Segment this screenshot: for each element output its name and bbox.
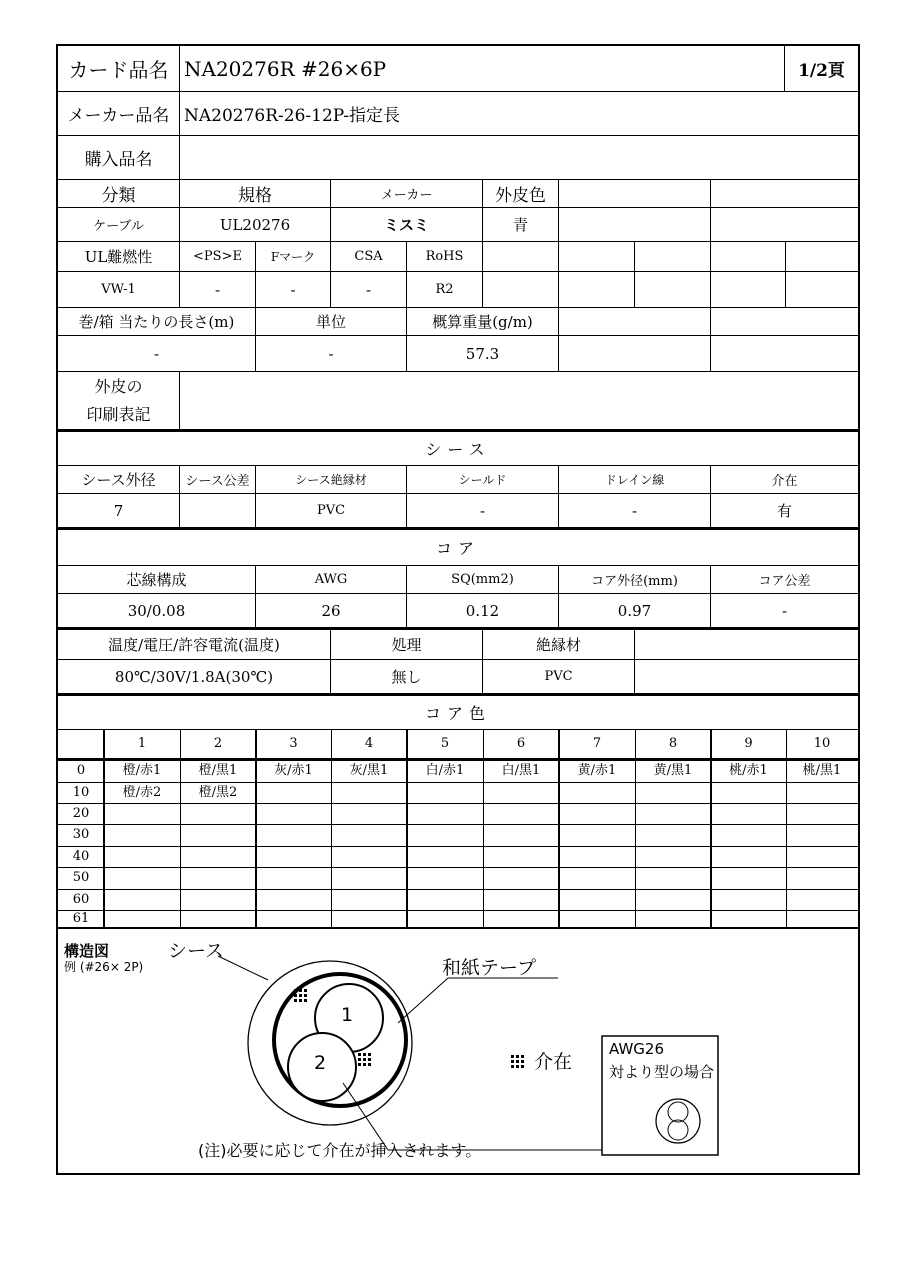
color-cell [407,910,483,927]
length-header-weight: 概算重量(g/m) [407,308,559,335]
color-row-label-50: 50 [72,870,90,885]
color-grid-column-rule [180,730,181,927]
core-header-tolerance: コア公差 [758,574,811,589]
diagram-note: (注)必要に応じて介在が挿入されます。 [198,1141,482,1160]
spec-value-row [58,208,858,242]
color-cell [331,867,407,889]
temp-value-treatment: 無し [331,660,483,693]
color-column-header-1: 1 [137,736,147,751]
spec-header-blank-2 [711,180,858,207]
color-cell [711,824,786,846]
maker-row [58,92,858,136]
sheath-title: シース [425,440,491,459]
color-cell [483,803,559,824]
page-number: 1/2頁 [798,61,845,81]
spec-header-maker: メーカー [331,180,483,207]
length-header-blank-1 [559,308,711,335]
color-column-header-2: 2 [213,736,223,751]
temp-value-blank [635,660,858,693]
spec-value-blank-1 [559,208,711,241]
sheath-value-od: 7 [58,494,180,527]
ul-header-blank-3 [635,242,711,271]
color-cell [483,867,559,889]
color-cell [711,782,786,803]
color-cell [407,889,483,910]
spec-value-maker: ミスミ [331,208,483,241]
temp-header-row [58,630,858,660]
sheath-header-od: シース外径 [58,466,180,493]
ul-header-rohs: RoHS [407,242,483,271]
ul-value-blank-5 [786,272,858,307]
core-value-row [58,594,858,630]
color-cell [635,889,711,910]
color-cell [104,803,180,824]
core-header-strand: 芯線構成 [58,566,256,593]
filler-label: 介在 [534,1051,573,1073]
card-label: カード品名 [58,46,180,91]
box-line-1: AWG26 [609,1040,664,1058]
color-cell [635,824,711,846]
core-color-grid [58,730,858,926]
box-line-2: 対より型の場合 [609,1063,715,1081]
temp-header-rating: 温度/電圧/許容電流(温度) [58,630,331,659]
color-cell: 黄/赤1 [577,763,617,778]
purchase-value [180,136,858,179]
ul-value-csa: - [331,272,407,307]
color-grid-column-rule [406,730,408,927]
color-column-header-9: 9 [744,736,753,751]
ul-header-csa: CSA [331,242,407,271]
core-color-title-row [58,696,858,730]
color-grid-column-rule [483,730,484,927]
print-value [180,372,858,429]
sheath-value-tolerance [180,494,256,527]
ul-value-rohs: R2 [407,272,483,307]
structure-diagram [58,928,858,1173]
ul-header-flame: UL難燃性 [58,242,180,271]
color-cell [786,803,858,824]
color-cell: 灰/黒1 [349,763,389,778]
color-cell [559,803,635,824]
ul-header-blank-2 [559,242,635,271]
color-cell [407,824,483,846]
core-value-od: 0.97 [559,594,711,627]
ul-header-blank-5 [786,242,858,271]
length-value-weight: 57.3 [407,336,559,371]
temp-value-rating: 80℃/30V/1.8A(30℃) [58,660,331,693]
sheath-value-insulation: PVC [256,494,407,527]
color-cell [635,782,711,803]
print-row [58,372,858,432]
color-cell [786,824,858,846]
temp-header-blank [635,630,858,659]
ul-value-blank-4 [711,272,786,307]
filler-dots-1 [294,989,307,1002]
temp-value-row [58,660,858,696]
color-cell [635,910,711,927]
core-value-awg: 26 [256,594,407,627]
color-cell [256,867,331,889]
cable-cross-section [58,928,858,1173]
sheath-header-drain: ドレイン線 [559,466,711,493]
ul-value-blank-3 [635,272,711,307]
color-column-header-7: 7 [592,736,602,751]
color-cell [483,910,559,927]
color-cell [331,910,407,927]
color-cell [407,867,483,889]
sheath-header-filler: 介在 [771,474,798,489]
length-value-blank-2 [711,336,858,371]
color-grid-column-rule [635,730,636,927]
color-row-label-60: 60 [72,892,90,907]
spec-header-category: 分類 [58,180,180,207]
ul-header-blank-1 [483,242,559,271]
color-cell [180,910,256,927]
color-cell [559,824,635,846]
sheath-header-shield: シールド [407,466,559,493]
temp-value-insulation: PVC [483,660,635,693]
sheath-value-shield: - [407,494,559,527]
sheath-value-drain: - [559,494,711,527]
ul-header-row [58,242,858,272]
color-cell [786,889,858,910]
sheath-header-insulation: シース絶縁材 [256,466,407,493]
color-column-header-5: 5 [440,736,450,751]
color-cell: 橙/黒1 [198,763,238,778]
length-value-unit: - [256,336,407,371]
color-cell [104,846,180,867]
color-column-header-10: 10 [813,736,831,751]
color-cell [331,889,407,910]
sheath-header-row [58,466,858,494]
core-2-label: 2 [314,1052,327,1074]
color-cell: 灰/赤1 [274,763,313,778]
color-cell [331,803,407,824]
color-row-label-30: 30 [72,827,90,842]
core-value-sq: 0.12 [407,594,559,627]
color-cell [711,846,786,867]
color-grid-column-rule [331,730,332,927]
color-cell [256,889,331,910]
color-cell [180,889,256,910]
spec-value-standard: UL20276 [180,208,331,241]
color-row-label-0: 0 [76,763,86,778]
sheath-header-tolerance: シース公差 [180,466,256,493]
color-row-label-20: 20 [72,806,90,821]
core-header-row [58,566,858,594]
card-value: NA20276R #26×6P [180,46,785,91]
color-cell [180,803,256,824]
spec-value-color: 青 [483,208,559,241]
spec-header-row [58,180,858,208]
length-header-blank-2 [711,308,858,335]
color-cell [104,867,180,889]
core-header-awg: AWG [256,566,407,593]
length-value-row [58,336,858,372]
ul-value-fmark: - [256,272,331,307]
diagram-title: 構造図 [64,942,110,960]
color-grid-column-rule [558,730,560,927]
core-1-label: 1 [341,1004,354,1026]
color-cell [331,824,407,846]
color-cell [483,782,559,803]
color-cell [256,824,331,846]
maker-value: NA20276R-26-12P-指定長 [184,106,401,126]
print-label-line-1: 外皮の [94,376,143,396]
filler-dots-2 [358,1053,371,1066]
ul-value-row [58,272,858,308]
sheath-value-filler: 有 [776,502,792,520]
color-cell [180,846,256,867]
diagram-example: 例 (#26× 2P) [64,960,144,974]
color-row-label-40: 40 [72,849,90,864]
core-color-title: コア色 [424,704,491,723]
color-cell: 白/赤1 [425,763,465,778]
color-cell [559,846,635,867]
core-header-sq: SQ(mm2) [407,566,559,593]
ul-value-blank-2 [559,272,635,307]
color-column-header-3: 3 [289,736,298,751]
purchase-label: 購入品名 [58,136,180,179]
color-column-header-4: 4 [364,736,374,751]
maker-label: メーカー品名 [58,92,180,135]
length-header-unit: 単位 [256,308,407,335]
core-header-od: コア外径(mm) [559,566,711,593]
color-cell [407,803,483,824]
spec-value-category: ケーブル [58,208,180,241]
spec-header-color: 外皮色 [483,180,559,207]
temp-header-treatment: 処理 [331,630,483,659]
ul-header-blank-4 [711,242,786,271]
color-cell [711,910,786,927]
core-title-row [58,530,858,566]
color-cell: 白/黒1 [501,763,541,778]
sheath-title-row [58,432,858,466]
length-header-row [58,308,858,336]
color-grid-label-rule [103,730,105,927]
color-cell: 黄/黒1 [653,763,693,778]
color-cell [786,846,858,867]
color-column-header-8: 8 [668,736,678,751]
color-cell [331,782,407,803]
color-cell: 橙/黒2 [198,785,238,800]
filler-legend-icon [511,1055,524,1068]
color-cell [104,910,180,927]
color-cell [256,782,331,803]
color-grid-column-rule [710,730,712,927]
color-row-label-10: 10 [72,785,90,800]
color-cell [104,824,180,846]
color-cell [104,889,180,910]
purchase-row [58,136,858,180]
color-cell [483,889,559,910]
length-value-blank-1 [559,336,711,371]
print-label-line-2: 印刷表記 [86,404,151,424]
color-cell [711,867,786,889]
color-cell [635,867,711,889]
length-value-length: - [58,336,256,371]
color-cell [786,867,858,889]
color-cell [256,846,331,867]
core-title: コア [435,539,480,558]
color-cell [559,889,635,910]
color-cell [407,782,483,803]
color-cell [256,803,331,824]
color-cell [786,782,858,803]
color-cell [711,803,786,824]
color-cell: 橙/赤1 [122,763,162,778]
color-cell [180,824,256,846]
spec-header-standard: 規格 [180,180,331,207]
color-cell [559,782,635,803]
ul-value-flame: VW-1 [58,272,180,307]
color-row-label-61: 61 [72,911,90,926]
color-grid-column-rule [255,730,257,927]
tape-label: 和紙テープ [442,957,537,979]
color-cell [559,910,635,927]
ul-value-pse: - [180,272,256,307]
ul-header-fmark: Fマーク [256,242,331,271]
temp-header-insulation: 絶縁材 [483,630,635,659]
color-cell [331,846,407,867]
color-cell [483,846,559,867]
ul-header-pse: <PS>E [180,242,256,271]
sheath-label: シース [168,940,225,962]
color-cell [786,910,858,927]
color-cell [180,867,256,889]
color-cell: 桃/赤1 [729,763,768,778]
spec-header-blank-1 [559,180,711,207]
color-cell [559,867,635,889]
color-cell [256,910,331,927]
color-cell [711,889,786,910]
color-cell: 橙/赤2 [122,785,162,800]
color-cell: 桃/黒1 [802,763,842,778]
color-column-header-6: 6 [516,736,526,751]
core-value-tolerance: - [781,601,788,620]
length-header-length: 巻/箱 当たりの長さ(m) [58,308,256,335]
ul-value-blank-1 [483,272,559,307]
color-cell [635,846,711,867]
color-cell [635,803,711,824]
color-grid-column-rule [786,730,787,927]
spec-sheet [56,44,860,1175]
spec-value-blank-2 [711,208,858,241]
color-cell [407,846,483,867]
sheath-value-row [58,494,858,530]
color-cell [483,824,559,846]
card-row [58,46,858,92]
core-value-strand: 30/0.08 [58,594,256,627]
print-label [58,372,180,429]
